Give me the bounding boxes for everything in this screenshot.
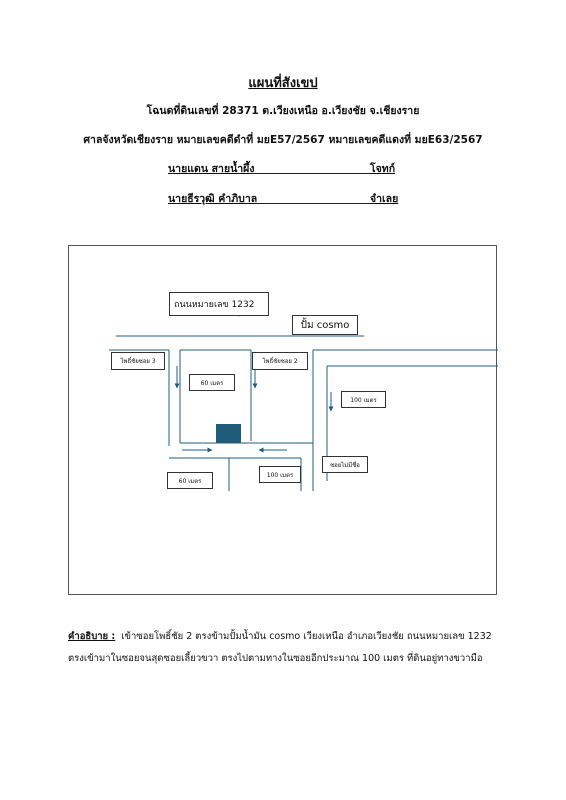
distance-100m-right: 100 เมตร — [341, 391, 386, 408]
map-roads — [69, 246, 498, 596]
road-1232-label: ถนนหมายเลข 1232 — [169, 292, 269, 316]
soi-3-label: โพธิ์ชัยซอย 3 — [111, 352, 165, 370]
soi-2-label: โพธิ์ชัยซอย 2 — [252, 352, 308, 370]
defendant-name: นายธีรวุฒิ คำภิบาล — [168, 193, 258, 205]
description-text: เข้าซอยโพธิ์ชัย 2 ตรงข้ามปั้มน้ำมัน cosmo เวียงเหนือ อำเภอเวียงชัย ถนนหมายเลข 1232 ตรงเข้ามาในซอยจนสุดซอยเลี้ยวขวา ตรงไปตามทางในซอยอีกประมาณ 100 เมตร ที่ดินอยู่ทางขวามือ — [68, 631, 492, 664]
description-block — [68, 626, 508, 670]
plaintiff-role: โจทก์ — [370, 163, 396, 175]
description-heading: คำอธิบาย : — [68, 631, 116, 642]
plaintiff-name: นายแดน สายน้ำผึ้ง — [168, 163, 255, 175]
court-case-line: ศาลจังหวัดเชียงราย หมายเลขคดีดำที่ มยE57/2567 หมายเลขคดีแดงที่ มยE63/2567 — [83, 134, 483, 146]
sketch-map — [68, 245, 497, 595]
distance-100m-lower: 100 เมตร — [259, 466, 301, 483]
distance-60m-lower: 60 เมตร — [167, 472, 213, 489]
defendant-fill-line — [256, 203, 370, 204]
cosmo-pump-label: ปั้ม cosmo — [292, 315, 358, 335]
land-parcel-marker — [216, 424, 241, 443]
distance-60m-upper: 60 เมตร — [189, 374, 235, 391]
defendant-role: จำเลย — [370, 193, 399, 205]
plaintiff-fill-line — [250, 173, 370, 174]
unnamed-soi-label: ซอยไม่มีชื่อ — [322, 456, 368, 473]
page-title: แผนที่สังเขป — [248, 76, 318, 91]
deed-line: โฉนดที่ดินเลขที่ 28371 ต.เวียงเหนือ อ.เวียงชัย จ.เชียงราย — [146, 105, 420, 117]
